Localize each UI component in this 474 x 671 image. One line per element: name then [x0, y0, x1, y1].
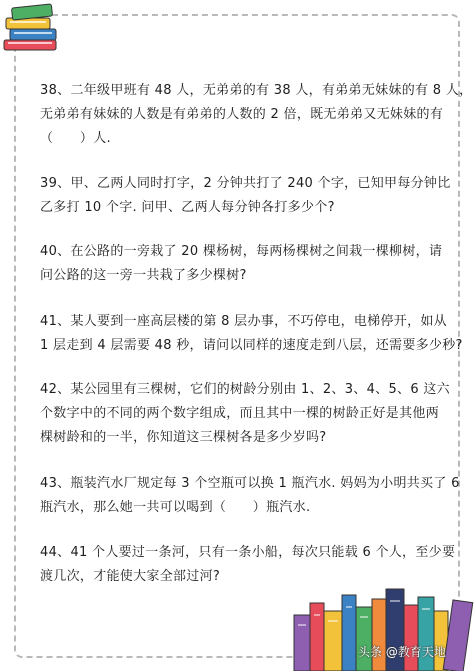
- question-40: [40, 240, 444, 288]
- question-line: 乙多打 10 个字. 问甲、乙两人每分钟各打多少个?: [40, 200, 335, 215]
- question-44: [40, 541, 456, 589]
- question-line: 问公路的这一旁一共栽了多少棵树?: [40, 268, 247, 283]
- question-38: [40, 79, 473, 151]
- question-line: 42、某公园里有三棵树，它们的树龄分别由 1、2、3、4、5、6 这六: [40, 382, 450, 397]
- question-39: [40, 172, 451, 220]
- question-43: [40, 472, 460, 520]
- question-line: （ ）人.: [40, 131, 111, 146]
- books-stack-icon: [0, 0, 64, 54]
- question-line: 44、41 个人要过一条河，只有一条小船，每次只能载 6 个人，至少要: [40, 545, 456, 560]
- watermark: 头条 @教育天地: [358, 645, 446, 659]
- question-41: [40, 310, 463, 358]
- question-line: 无弟弟有妹妹的人数是有弟弟的人数的 2 倍，既无弟弟又无妹妹的有: [40, 107, 444, 122]
- question-line: 39、甲、乙两人同时打字，2 分钟共打了 240 个字，已知甲每分钟比: [40, 176, 451, 191]
- question-line: 瓶汽水，那么她一共可以喝到（ ）瓶汽水.: [40, 500, 311, 515]
- question-line: 1 层走到 4 层需要 48 秒，请问以同样的速度走到八层，还需要多少秒?: [40, 338, 463, 353]
- question-42: [40, 378, 450, 450]
- question-line: 渡几次，才能使大家全部过河?: [40, 569, 221, 584]
- question-line: 40、在公路的一旁栽了 20 棵杨树，每两杨棵树之间栽一棵柳树，请: [40, 244, 443, 259]
- question-line: 棵树龄和的一半，你知道这三棵树各是多少岁吗?: [40, 430, 327, 445]
- question-line: 43、瓶装汽水厂规定每 3 个空瓶可以换 1 瓶汽水. 妈妈为小明共买了 6: [40, 476, 460, 491]
- question-line: 个数字中的不同的两个数字组成，而且其中一棵的树龄正好是其他两: [40, 406, 440, 421]
- question-line: 38、二年级甲班有 48 人，无弟弟的有 38 人，有弟弟无妹妹的有 8 人，: [40, 83, 473, 98]
- question-line: 41、某人要到一座高层楼的第 8 层办事，不巧停电，电梯停开，如从: [40, 314, 447, 329]
